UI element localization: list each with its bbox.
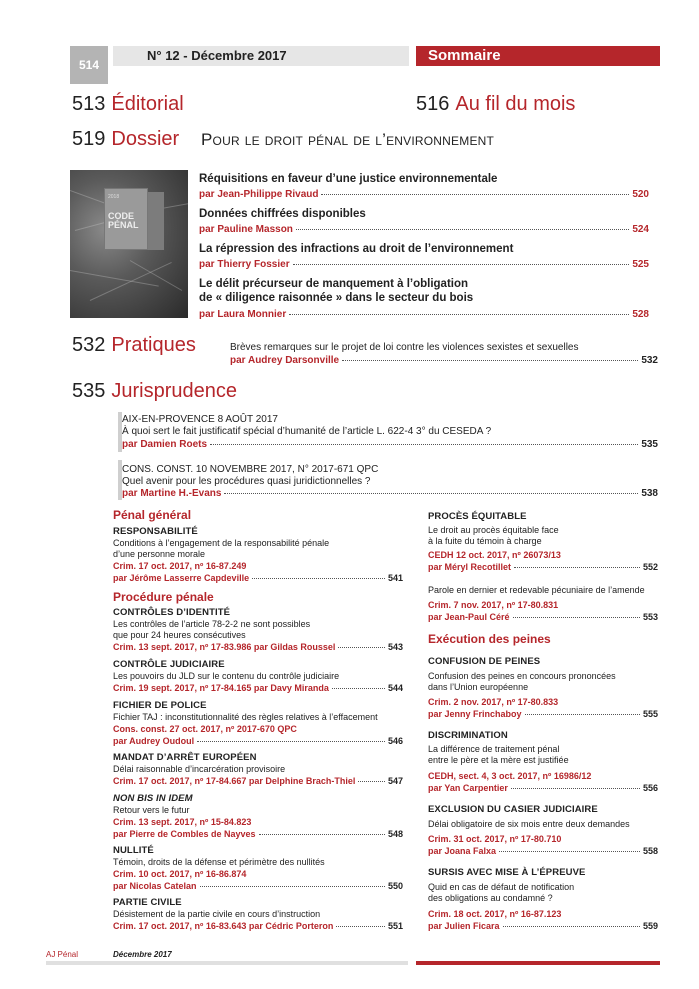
subheading: PROCÈS ÉQUITABLE [428,511,527,522]
page-ref: 551 [387,921,403,931]
subheading: CONTRÔLE JUDICIAIRE [113,659,225,670]
entry-description: Conditions à l’engagement de la responsabilité pénale [113,538,330,548]
section-number: 519 [72,128,106,150]
decision-ref[interactable]: CEDH, sect. 4, 3 oct. 2017, nº 16986/12 [428,771,592,781]
page-ref: 547 [387,776,403,786]
section-title: Au fil du mois [455,93,576,115]
entry-description: dans l’Union européenne [428,682,529,692]
decision-ref: Crim. 19 sept. 2017, nº 17-84.165 par Davy Miranda [113,683,329,693]
article-byline[interactable] [199,259,649,270]
author: par Damien Roets [122,439,208,450]
page-ref: 524 [632,224,649,235]
footer-journal: AJ Pénal [46,950,79,959]
entry-byline[interactable] [428,921,658,931]
article-byline[interactable] [122,439,658,450]
page-ref: 559 [642,921,658,931]
author: par Laura Monnier [199,309,287,320]
section-title: Pratiques [111,334,196,356]
article-title[interactable]: Données chiffrées disponibles [199,208,366,220]
article-title-line2[interactable]: de « diligence raisonnée » dans le secteur du bois [199,292,474,304]
entry-description: Retour vers le futur [113,805,190,815]
subheading: NON BIS IN IDEM [113,793,193,804]
decision-ref: AIX-EN-PROVENCE 8 AOÛT 2017 [122,414,278,425]
page-ref: 553 [642,612,658,622]
author: par Martine H.-Evans [122,488,222,499]
section-title: Dossier [111,128,180,150]
article-title[interactable]: Réquisitions en faveur d’une justice environnementale [199,173,498,185]
entry-byline[interactable] [113,736,403,746]
dossier-subtitle: Pour le droit pénal de l’environnement [201,130,495,149]
author: par Julien Ficara [428,921,500,931]
author: par Nicolas Catelan [113,881,197,891]
category-heading: Exécution des peines [428,632,551,646]
section-number: 516 [416,93,450,115]
article-byline[interactable] [199,189,649,200]
section-pratiques[interactable] [72,334,196,357]
decision-ref[interactable]: Crim. 31 oct. 2017, nº 17-80.710 [428,834,562,844]
article-byline[interactable] [230,355,658,366]
section-editorial[interactable] [72,93,184,116]
footer-date: Décembre 2017 [113,950,172,959]
author: par Méryl Recotillet [428,562,512,572]
article-title[interactable]: Quel avenir pour les procédures quasi juridictionnelles ? [122,476,371,487]
entry-byline[interactable] [428,612,658,622]
page-ref: 528 [632,309,649,320]
subheading: MANDAT D’ARRÊT EUROPÉEN [113,752,257,763]
article-title[interactable]: Brèves remarques sur le projet de loi contre les violences sexistes et sexuelles [230,342,579,353]
entry-description: Parole en dernier et redevable pécuniaire de l’amende [428,585,645,595]
article-byline[interactable] [199,224,649,235]
entry-description: Quid en cas de défaut de notification [428,882,575,892]
decision-ref[interactable]: Crim. 17 oct. 2017, nº 16-87.249 [113,561,247,571]
page-ref: 538 [641,488,658,499]
decision-ref[interactable]: Crim. 18 oct. 2017, nº 16-87.123 [428,909,562,919]
entry-description: Délai obligatoire de six mois entre deux demandes [428,819,630,829]
decision-ref: Crim. 13 sept. 2017, nº 17-83.986 par Gildas Roussel [113,642,336,652]
category-heading: Pénal général [113,508,192,522]
page-number: 514 [70,46,108,84]
article-byline[interactable] [122,488,658,499]
subheading: PARTIE CIVILE [113,897,182,908]
entry-description: des obligations au condamné ? [428,893,553,903]
entry-description: Les contrôles de l’article 78-2-2 ne sont possibles [113,619,311,629]
footer-rule [46,961,408,965]
section-number: 532 [72,334,106,356]
page-ref: 552 [642,562,658,572]
section-number: 513 [72,93,106,115]
article-title[interactable]: À quoi sert le fait justificatif spécial d’humanité de l’article L. 622-4 3° du CESEDA ? [122,426,492,437]
entry-byline[interactable] [113,921,403,931]
entry-description: Fichier TAJ : inconstitutionnalité des règles relatives à l’effacement [113,712,378,722]
section-title: Jurisprudence [111,380,237,402]
entry-description: que pour 24 heures consécutives [113,630,246,640]
subheading: FICHIER DE POLICE [113,700,207,711]
page-ref: 556 [642,783,658,793]
decision-ref[interactable]: Cons. const. 27 oct. 2017, nº 2017-670 QPC [113,724,297,734]
article-byline[interactable] [199,309,649,320]
subheading: RESPONSABILITÉ [113,526,198,537]
entry-byline[interactable] [428,846,658,856]
entry-description: Délai raisonnable d’incarcération provisoire [113,764,286,774]
author: par Yan Carpentier [428,783,508,793]
page-ref: 525 [632,259,649,270]
entry-description: Le droit au procès équitable face [428,525,559,535]
entry-byline[interactable] [428,783,658,793]
footer-accent-rule [416,961,660,965]
entry-byline[interactable] [113,829,403,839]
decision-ref: Crim. 17 oct. 2017, nº 17-84.667 par Delphine Brach-Thiel [113,776,356,786]
author: par Jean-Paul Céré [428,612,510,622]
entry-byline[interactable] [428,562,658,572]
page-ref: 543 [387,642,403,652]
entry-description: Confusion des peines en concours prononcées [428,671,616,681]
page-ref: 535 [641,439,658,450]
page-ref: 541 [387,573,403,583]
section-au-fil-du-mois[interactable] [416,93,575,116]
page-ref: 520 [632,189,649,200]
section-label: Sommaire [416,46,660,66]
entry-byline[interactable] [113,683,403,693]
article-title[interactable]: La répression des infractions au droit de l’environnement [199,243,514,255]
decision-ref[interactable]: Crim. 13 sept. 2017, nº 15-84.823 [113,817,252,827]
page-ref: 546 [387,736,403,746]
decision-ref[interactable]: CEDH 12 oct. 2017, nº 26073/13 [428,550,561,560]
page-ref: 550 [387,881,403,891]
book-cover-image [70,170,188,318]
section-dossier[interactable] [72,128,179,151]
page-ref: 544 [387,683,403,693]
entry-byline[interactable] [113,642,403,652]
entry-byline[interactable] [428,709,658,719]
entry-byline[interactable] [113,881,403,891]
book-year: 2018 [108,194,120,200]
author: par Jérôme Lasserre Capdeville [113,573,250,583]
book-title: CODE PÉNAL [108,211,139,230]
section-jurisprudence[interactable] [72,380,237,403]
decision-ref: Crim. 17 oct. 2017, nº 16-83.643 par Cédric Porteron [113,921,334,931]
author: par Pauline Masson [199,224,293,235]
entry-description: Désistement de la partie civile en cours d’instruction [113,909,321,919]
section-number: 535 [72,380,106,402]
page-ref: 555 [642,709,658,719]
entry-description: Témoin, droits de la défense et périmètre des nullités [113,857,325,867]
entry-byline[interactable] [113,573,403,583]
page-ref: 532 [641,355,658,366]
author: par Pierre de Combles de Nayves [113,829,256,839]
entry-description: entre le père et la mère est justifiée [428,755,569,765]
entry-description: Les pouvoirs du JLD sur le contenu du contrôle judiciaire [113,671,340,681]
issue-label: N° 12 - Décembre 2017 [113,46,409,66]
decision-ref[interactable]: Crim. 7 nov. 2017, nº 17-80.831 [428,600,559,610]
decision-ref[interactable]: Crim. 2 nov. 2017, nº 17-80.833 [428,697,559,707]
entry-description: La différence de traitement pénal [428,744,560,754]
subheading: EXCLUSION DU CASIER JUDICIAIRE [428,804,598,815]
entry-byline[interactable] [113,776,403,786]
subheading: CONFUSION DE PEINES [428,656,541,667]
subheading: SURSIS AVEC MISE À L’ÉPREUVE [428,867,586,878]
section-title: Éditorial [111,93,184,115]
author: par Joana Falxa [428,846,497,856]
decision-ref: CONS. CONST. 10 NOVEMBRE 2017, N° 2017-671 QPC [122,464,379,475]
author: par Jenny Frinchaboy [428,709,522,719]
author: par Thierry Fossier [199,259,290,270]
author: par Jean-Philippe Rivaud [199,189,319,200]
subheading: DISCRIMINATION [428,730,508,741]
author: par Audrey Darsonville [230,355,340,366]
entry-description: à la fuite du témoin à charge [428,536,542,546]
subheading: CONTRÔLES D’IDENTITÉ [113,607,231,618]
subheading: NULLITÉ [113,845,154,856]
decision-ref[interactable]: Crim. 10 oct. 2017, nº 16-86.874 [113,869,247,879]
article-title[interactable]: Le délit précurseur de manquement à l’obligation [199,278,469,290]
entry-description: d’une personne morale [113,549,206,559]
page-ref: 558 [642,846,658,856]
category-heading: Procédure pénale [113,590,214,604]
page-ref: 548 [387,829,403,839]
author: par Audrey Oudoul [113,736,195,746]
